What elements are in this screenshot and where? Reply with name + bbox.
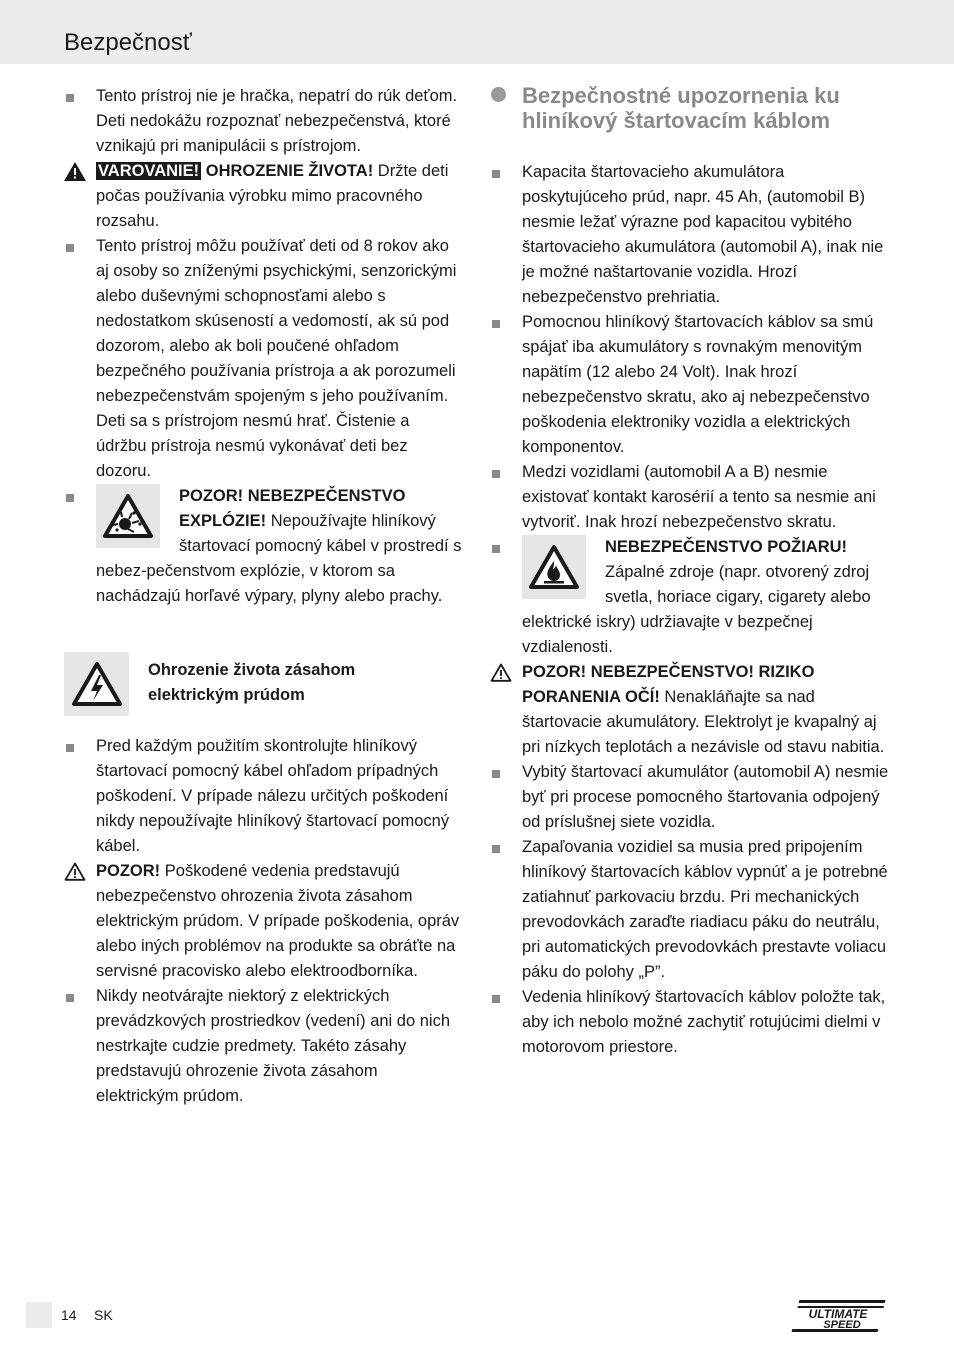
bullet-icon — [492, 770, 500, 778]
bullet-icon — [66, 744, 74, 752]
list-item: Vedenia hliníkový štartovacích káblov položte tak, aby ich nebolo možné zachytiť rotujúcimi dielmi v motorovom priestore. — [490, 985, 892, 1060]
eye-heading: POZOR! NEBEZPEČENSTVO! RIZIKO PORANENIA OČÍ! — [522, 663, 815, 706]
page-number: 14 — [61, 1307, 77, 1323]
eye-warning — [490, 660, 892, 760]
explosion-text: Nepoužívajte hliníkový štartovací pomocný kábel v prostredí s nebez-pečenstvom explózie, v ktorom sa nachádzajú horľavé výpary, plyny alebo prachy. — [96, 512, 462, 605]
section-dot-icon — [491, 87, 506, 102]
warning-heading: OHROZENIE ŽIVOTA! — [205, 162, 374, 180]
explosion-icon — [96, 484, 160, 548]
fire-warning — [490, 535, 892, 660]
eye-text: Nenakláňajte sa nad štartovacie akumulátory. Elektrolyt je kvapalný aj pri nízkych teplotách a nezávisle od stavu nabitia. — [522, 688, 885, 756]
warning-triangle-icon — [64, 862, 86, 881]
language-code: SK — [94, 1307, 113, 1323]
bullet-icon — [492, 995, 500, 1003]
warning-triangle-icon — [64, 162, 86, 181]
list-item: Tento prístroj môžu používať deti od 8 rokov ako aj osoby so zníženými psychickými, senzorickými alebo duševnými schopnosťami alebo s nedostatkom skúseností a vedomostí, ak sú pod dozorom, alebo ak boli poučené ohľadom bezpečného používania prístroja a ak porozumeli nebezpečenstvám spojeným s jeho používaním. Deti sa s prístrojom nesmú hrať. Čistenie a údržbu prístroja nesmú vykonávať deti bez dozoru. — [64, 234, 464, 484]
warning-triangle-icon — [490, 663, 512, 682]
list-item: Kapacita štartovacieho akumulátora poskytujúceho prúd, napr. 45 Ah, (automobil B) nesmie ležať výrazne pod kapacitou vybitého štartovacieho akumulátora (automobil A), inak nie je možné naštartovanie vozidla. Hrozí nebezpečenstvo prehriatia. — [490, 160, 892, 310]
left-column-lower — [64, 734, 464, 1109]
page-header — [0, 0, 954, 64]
bullet-icon — [492, 470, 500, 478]
bullet-icon — [66, 494, 74, 502]
list-item: Pred každým použitím skontrolujte hliníkový štartovací pomocný kábel ohľadom prípadných poškodení. V prípade nálezu určitých poškodení nikdy nepoužívajte hliníkový štartovací pomocný kábel. — [64, 734, 464, 859]
right-column — [490, 84, 892, 1060]
list-item: Nikdy neotvárajte niektorý z elektrických prevádzkových prostriedkov (vedení) ani do nich nestrkajte cudzie predmety. Takéto zásahy predstavujú ohrozenie života zásahom elektrickým prúdom. — [64, 984, 464, 1109]
footer-marker — [26, 1302, 52, 1328]
fire-text: Zápalné zdroje (napr. otvorený zdroj svetla, horiace cigary, cigarety alebo elektrické iskry) udržiavajte v bezpečnej vzdialenosti. — [522, 563, 871, 656]
svg-text:SPEED: SPEED — [823, 1319, 861, 1331]
caution-block — [64, 859, 464, 984]
left-column — [64, 84, 464, 609]
warning-block — [64, 159, 464, 234]
list-item: Tento prístroj nie je hračka, nepatrí do rúk deťom. Deti nedokážu rozpoznať nebezpečenstvá, ktoré vznikajú pri manipulácii s prístrojom. — [64, 84, 464, 159]
warning-text: Držte deti počas používania výrobku mimo pracovného rozsahu. — [96, 162, 449, 230]
list-item: Medzi vozidlami (automobil A a B) nesmie existovať kontakt karosérií a tento sa nesmie ani vytvoriť. Inak hrozí nebezpečenstvo skratu. — [490, 460, 892, 535]
bullet-icon — [492, 170, 500, 178]
explosion-warning — [64, 484, 464, 609]
bullet-icon — [66, 994, 74, 1002]
bullet-icon — [492, 545, 500, 553]
bullet-icon — [66, 94, 74, 102]
brand-logo — [790, 1298, 890, 1334]
caution-label: POZOR! — [96, 862, 161, 880]
page-title: Bezpečnosť — [64, 29, 192, 56]
list-item: Vybitý štartovací akumulátor (automobil A) nesmie byť pri procese pomocného štartovania odpojený od príslušnej siete vozidla. — [490, 760, 892, 835]
bullet-icon — [66, 244, 74, 252]
warning-label: VAROVANIE! — [98, 162, 200, 180]
list-item: Pomocnou hliníkový štartovacích káblov sa smú spájať iba akumulátory s rovnakým menovitým napätím (12 alebo 24 Volt). Inak hrozí nebezpečenstvo skratu, ako aj nebezpečenstvo poškodenia elektroniky vozidla a elektrických komponentov. — [490, 310, 892, 460]
caution-text: Poškodené vedenia predstavujú nebezpečenstvo ohrozenia života zásahom elektrickým prúdom. V prípade poškodenia, opráv alebo iných problémov na produkte sa obráťte na servisné pracovisko alebo elektroodborníka. — [96, 862, 460, 980]
bullet-icon — [492, 320, 500, 328]
list-item: Zapaľovania vozidiel sa musia pred pripojením hliníkový štartovacích káblov vypnúť a je potrebné zatiahnuť parkovaciu brzdu. Pri mechanických prevodovkách zaraďte riadiacu páku do neutrálu, pri automatických prevodovkách prestavte voliacu páku do polohy „P”. — [490, 835, 892, 985]
electric-section-title: Ohrozenie života zásahom elektrickým prúdom — [148, 661, 356, 704]
fire-heading: NEBEZPEČENSTVO POŽIARU! — [605, 538, 848, 556]
section-title: Bezpečnostné upozornenia ku hliníkový štartovacím káblom — [490, 84, 892, 133]
fire-icon — [522, 535, 586, 599]
electric-shock-icon — [64, 652, 129, 716]
bullet-icon — [492, 845, 500, 853]
svg-text:ULTIMATE: ULTIMATE — [808, 1307, 868, 1321]
explosion-heading: POZOR! NEBEZPEČENSTVO EXPLÓZIE! — [179, 487, 406, 530]
